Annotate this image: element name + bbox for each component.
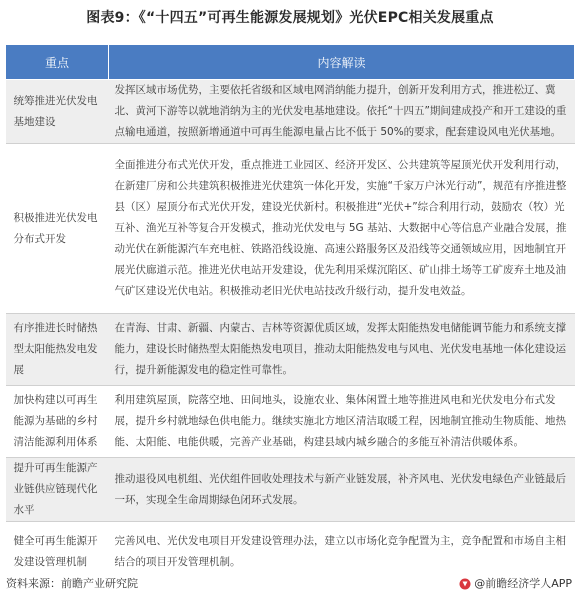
brand-credit [459, 574, 572, 594]
row-key: 加快构建以可再生能源为基础的乡村清洁能源利用体系 [6, 386, 109, 458]
chart-title: 图表9：《“十四五”可再生能源发展规划》光伏EPC相关发展重点 [86, 10, 494, 26]
table-row [6, 458, 575, 522]
table-row [6, 314, 575, 386]
source-note: 资料来源：前瞻产业研究院 [6, 577, 138, 590]
brand-text: @前瞻经济学人APP [474, 577, 572, 590]
table-row [6, 522, 575, 582]
row-content: 完善风电、光伏发电项目开发建设管理办法，建立以市场化竞争配置为主，竞争配置和市场自主相结合的项目开发管理机制。 [109, 522, 575, 582]
footer [6, 574, 574, 594]
table-row [6, 386, 575, 458]
row-content: 发挥区域市场优势，主要依托省级和区域电网消纳能力提升，创新开发利用方式，推进松辽、冀北、黄河下游等以就地消纳为主的光伏发电基地建设。依托“十四五”期间建成投产和开工建设的重点输电通道，按照新增通道中可再生能源电量占比不低于 50%的要求，配套建设风电光伏基地。 [109, 80, 575, 144]
row-key: 积极推进光伏发电分布式开发 [6, 144, 109, 314]
row-key: 提升可再生能源产业链供应链现代化水平 [6, 458, 109, 522]
table-header-row [6, 45, 575, 80]
row-content: 利用建筑屋顶，院落空地、田间地头，设施农业、集体闲置土地等推进风电和光伏发电分布式发展，提升乡村就地绿色供电能力。继续实施北方地区清洁取暖工程，因地制宜推动生物质能、地热能、太阳能、电能供暖，完善产业基础，构建县域内城乡融合的多能互补清洁供暖体系。 [109, 386, 575, 458]
header-content: 内容解读 [109, 45, 575, 80]
row-key: 有序推进长时储热型太阳能热发电发展 [6, 314, 109, 386]
row-content: 在青海、甘肃、新疆、内蒙古、吉林等资源优质区域，发挥太阳能热发电储能调节能力和系统支撑能力，建设长时储热型太阳能热发电项目，推动太阳能热发电与风电、光伏发电基地一体化建设运行，提升新能源发电的稳定性可靠性。 [109, 314, 575, 386]
table-row [6, 144, 575, 314]
header-key: 重点 [6, 45, 109, 80]
row-content: 推动退役风电机组、光伏组件回收处理技术与新产业链发展，补齐风电、光伏发电绿色产业链最后一环，实现全生命周期绿色闭环式发展。 [109, 458, 575, 522]
row-key: 健全可再生能源开发建设管理机制 [6, 522, 109, 582]
policy-table [5, 44, 575, 582]
row-key: 统筹推进光伏发电基地建设 [6, 80, 109, 144]
brand-logo-icon [459, 578, 471, 590]
row-content: 全面推进分布式光伏开发，重点推进工业园区、经济开发区、公共建筑等屋顶光伏开发利用行动，在新建厂房和公共建筑积极推进光伏建筑一体化开发，实施“千家万户沐光行动”，规范有序推进整县（区）屋顶分布式光伏开发，建设光伏新村。积极推进“光伏+”综合利用行动，鼓励农（牧）光互补、渔光互补等复合开发模式，推动光伏发电与 5G 基站、大数据中心等信息产业融合发展，推动光伏在新能源汽车充电桩、铁路沿线设施、高速公路服务区及沿线等交通领域应用，因地制宜开展光伏廊道示范。推进光伏电站开发建设，优先利用采煤沉陷区、矿山排土场等工矿废弃土地及油气矿区建设光伏电站。积极推动老旧光伏电站技改升级行动，提升发电效益。 [109, 144, 575, 314]
table-row [6, 80, 575, 144]
